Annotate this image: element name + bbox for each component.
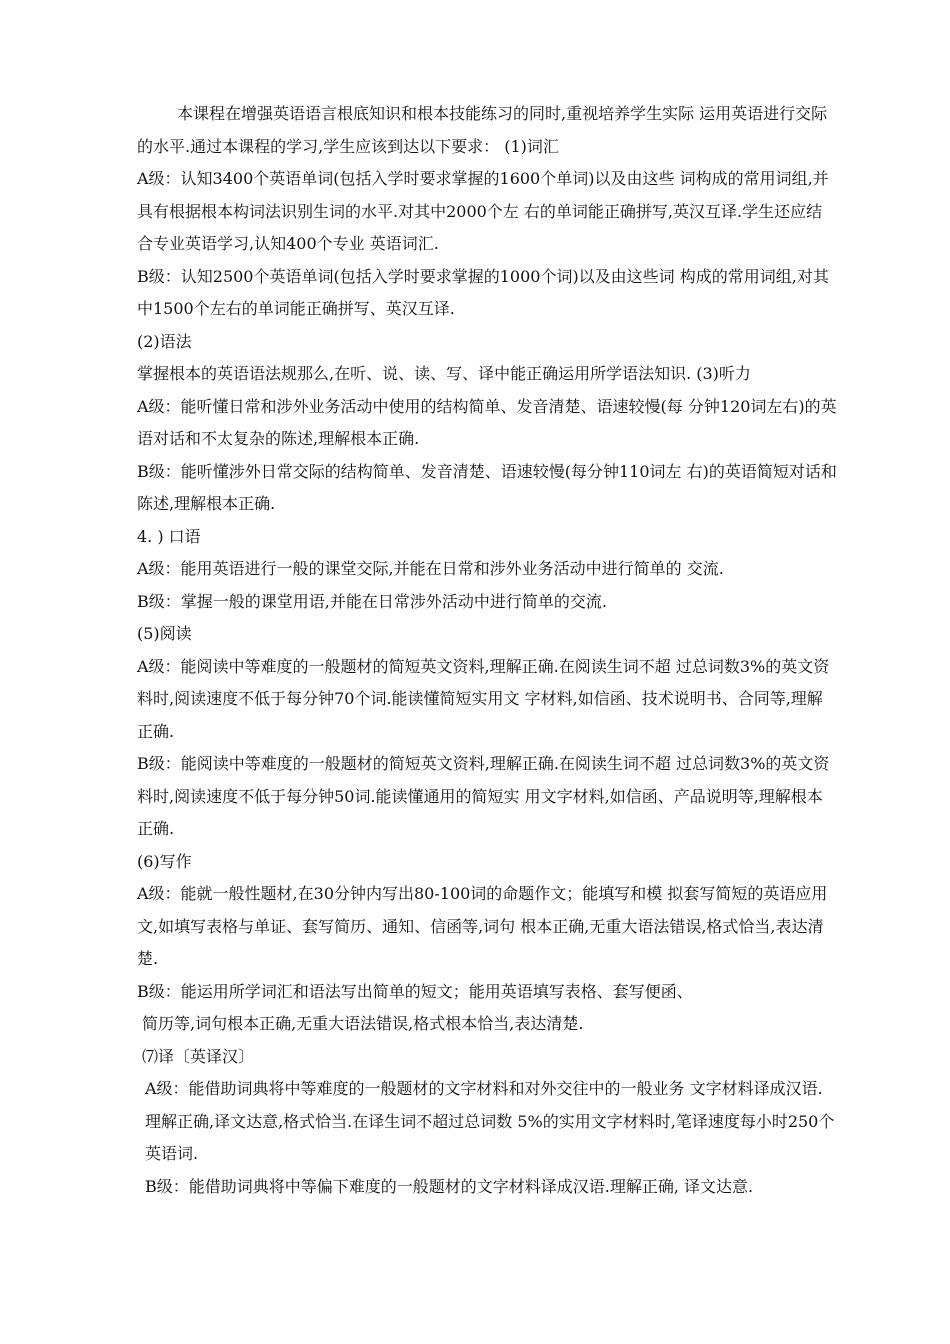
paragraph-grammar: 掌握根本的英语语法规那么,在听、说、读、写、译中能正确运用所学语法知识. (3)听力	[137, 364, 751, 383]
paragraph-reading-level-b: B级：能阅读中等难度的一般题材的简短英文资料,理解正确.在阅读生词不超 过总词数3%的英文资料时,阅读速度不低于每分钟50词.能读懂通用的简短实 用文字材料,如信函、产品说明等,理解根本正确.	[137, 754, 830, 838]
heading-speaking: 4. ) 口语	[137, 526, 201, 546]
paragraph-intro: 本课程在增强英语语言根底知识和根本技能练习的同时,重视培养学生实际 运用英语进行交际的水平.通过本课程的学习,学生应该到达以下要求： (1)词汇	[137, 104, 828, 156]
paragraph-writing-level-b-line-1: B级：能运用所学词汇和语法写出简单的短文；能用英语填写表格、套写便函、	[137, 981, 693, 1001]
heading-reading: (5)阅读	[137, 624, 192, 643]
paragraph-writing-level-b-line-2: 简历等,词句根本正确,无重大语法错误,格式根本恰当,表达清楚.	[142, 1014, 584, 1033]
paragraph-translation-level-a: A级：能借助词典将中等难度的一般题材的文字材料和对外交往中的一般业务 文字材料译成汉语.理解正确,译文达意,格式恰当.在译生词不超过总词数 5%的实用文字材料时,笔译速度每小时250个英语词.	[145, 1079, 835, 1163]
paragraph-vocabulary-level-b: B级：认知2500个英语单词(包括入学时要求掌握的1000个词)以及由这些词 构成的常用词组,对其中1500个左右的单词能正确拼写、英汉互译.	[137, 266, 829, 318]
paragraph-listening-level-a: A级：能听懂日常和涉外业务活动中使用的结构简单、发音清楚、语速较慢(每 分钟120词左右)的英语对话和不太复杂的陈述,理解根本正确.	[137, 396, 837, 448]
paragraph-listening-level-b: B级：能听懂涉外日常交际的结构简单、发音清楚、语速较慢(每分钟110词左 右)的英语简短对话和陈述,理解根本正确.	[137, 461, 837, 513]
heading-writing: (6)写作	[137, 851, 192, 871]
paragraph-speaking-level-b: B级：掌握一般的课堂用语,并能在日常涉外活动中进行简单的交流.	[137, 591, 607, 611]
paragraph-translation-level-b: B级：能借助词典将中等偏下难度的一般题材的文字材料译成汉语.理解正确, 译文达意.	[145, 1176, 754, 1196]
heading-translation: ⑺译〔英译汉〕	[142, 1046, 255, 1066]
paragraph-reading-level-a: A级：能阅读中等难度的一般题材的简短英文资料,理解正确.在阅读生词不超 过总词数3%的英文资料时,阅读速度不低于每分钟70个词.能读懂简短实用文 字材料,如信函、技术说明书、合同等,理解正确.	[137, 656, 830, 741]
heading-grammar: (2)语法	[137, 331, 192, 351]
paragraph-writing-level-a: A级：能就一般性题材,在30分钟内写出80-100词的命题作文；能填写和模 拟套写简短的英语应用文,如填写表格与单证、套写简历、通知、信函等,词句 根本正确,无重大语法错误,格式恰当,表达清楚.	[137, 884, 828, 968]
document-body	[137, 98, 837, 1203]
paragraph-vocabulary-level-a: A级：认知3400个英语单词(包括入学时要求掌握的1600个单词)以及由这些 词构成的常用词组,并具有根据根本构词法识别生词的水平.对其中2000个左 右的单词能正确拼写,英汉互译.学生还应结合专业英语学习,认知400个专业 英语词汇.	[137, 169, 829, 253]
paragraph-speaking-level-a: A级：能用英语进行一般的课堂交际,并能在日常和涉外业务活动中进行简单的 交流.	[137, 559, 724, 578]
